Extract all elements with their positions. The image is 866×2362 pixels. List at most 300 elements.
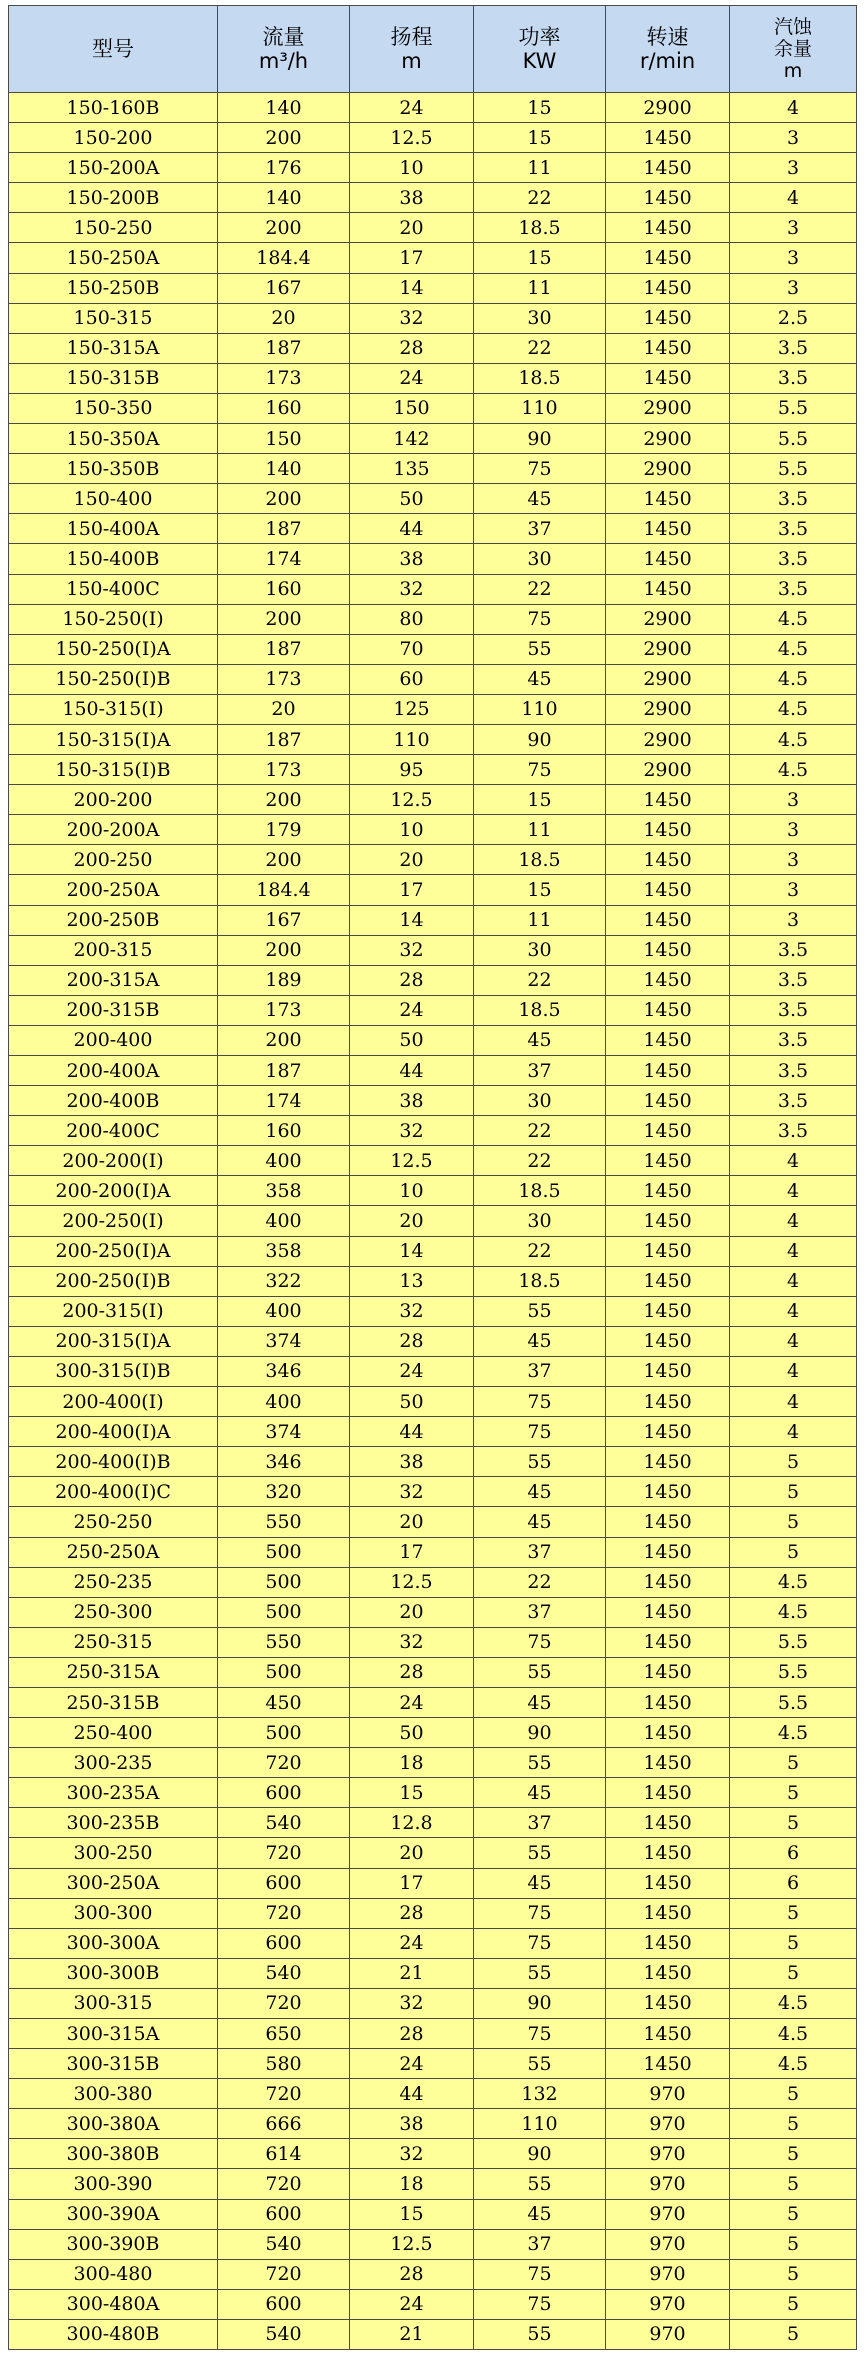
cell-npsh: 5	[730, 2259, 857, 2289]
cell-model: 200-250B	[9, 905, 218, 935]
cell-model: 200-400C	[9, 1116, 218, 1146]
cell-power: 110	[474, 694, 606, 724]
cell-model: 150-315	[9, 303, 218, 333]
cell-flow: 550	[218, 1627, 350, 1657]
cell-power: 18.5	[474, 363, 606, 393]
cell-npsh: 4	[730, 1146, 857, 1176]
cell-model: 300-300B	[9, 1958, 218, 1988]
cell-model: 200-315A	[9, 965, 218, 995]
cell-model: 200-200A	[9, 815, 218, 845]
cell-speed: 970	[606, 2199, 730, 2229]
cell-head: 32	[350, 574, 474, 604]
table-row	[9, 755, 857, 785]
cell-power: 37	[474, 1808, 606, 1838]
cell-model: 200-200	[9, 785, 218, 815]
spec-table-container	[8, 5, 856, 2350]
cell-power: 55	[474, 634, 606, 664]
cell-power: 45	[474, 1507, 606, 1537]
table-row	[9, 2319, 857, 2349]
cell-model: 150-400	[9, 484, 218, 514]
cell-npsh: 4.5	[730, 634, 857, 664]
cell-speed: 1450	[606, 1748, 730, 1778]
cell-npsh: 5.5	[730, 1657, 857, 1687]
cell-flow: 160	[218, 1116, 350, 1146]
table-row	[9, 2199, 857, 2229]
table-row	[9, 1567, 857, 1597]
cell-head: 14	[350, 273, 474, 303]
cell-speed: 1450	[606, 1086, 730, 1116]
cell-power: 75	[474, 755, 606, 785]
cell-model: 200-250(I)	[9, 1206, 218, 1236]
table-body	[9, 93, 857, 2350]
cell-head: 125	[350, 694, 474, 724]
table-row	[9, 273, 857, 303]
cell-model: 200-250A	[9, 875, 218, 905]
cell-npsh: 3.5	[730, 1116, 857, 1146]
table-row	[9, 1898, 857, 1928]
table-row	[9, 1176, 857, 1206]
cell-speed: 1450	[606, 1898, 730, 1928]
cell-head: 32	[350, 303, 474, 333]
cell-npsh: 5.5	[730, 454, 857, 484]
table-row	[9, 363, 857, 393]
cell-npsh: 5	[730, 1447, 857, 1477]
cell-head: 28	[350, 965, 474, 995]
cell-speed: 1450	[606, 1537, 730, 1567]
cell-power: 15	[474, 785, 606, 815]
cell-npsh: 4.5	[730, 1567, 857, 1597]
cell-power: 110	[474, 2109, 606, 2139]
cell-flow: 200	[218, 213, 350, 243]
cell-flow: 374	[218, 1326, 350, 1356]
cell-npsh: 5	[730, 2109, 857, 2139]
cell-power: 75	[474, 2019, 606, 2049]
cell-flow: 187	[218, 514, 350, 544]
table-row	[9, 1958, 857, 1988]
table-row	[9, 514, 857, 544]
cell-head: 50	[350, 1025, 474, 1055]
cell-model: 300-235B	[9, 1808, 218, 1838]
cell-head: 12.5	[350, 785, 474, 815]
header-speed-unit: r/min	[639, 49, 696, 73]
table-row	[9, 604, 857, 634]
cell-model: 150-160B	[9, 93, 218, 123]
cell-npsh: 4.5	[730, 604, 857, 634]
cell-speed: 1450	[606, 1657, 730, 1687]
cell-npsh: 3.5	[730, 333, 857, 363]
cell-model: 150-350A	[9, 424, 218, 454]
table-row	[9, 1477, 857, 1507]
cell-head: 50	[350, 1718, 474, 1748]
header-speed	[606, 6, 730, 93]
cell-speed: 1450	[606, 303, 730, 333]
cell-model: 250-400	[9, 1718, 218, 1748]
cell-speed: 970	[606, 2319, 730, 2349]
header-row	[9, 6, 857, 93]
cell-speed: 1450	[606, 1718, 730, 1748]
cell-flow: 600	[218, 2199, 350, 2229]
cell-head: 12.8	[350, 1808, 474, 1838]
cell-npsh: 5	[730, 1477, 857, 1507]
table-row	[9, 1657, 857, 1687]
table-row	[9, 1266, 857, 1296]
cell-flow: 173	[218, 664, 350, 694]
cell-power: 15	[474, 123, 606, 153]
cell-flow: 600	[218, 1868, 350, 1898]
cell-speed: 1450	[606, 1988, 730, 2018]
cell-model: 200-250(I)B	[9, 1266, 218, 1296]
cell-model: 200-400B	[9, 1086, 218, 1116]
table-row	[9, 1808, 857, 1838]
cell-head: 20	[350, 1206, 474, 1236]
cell-power: 30	[474, 303, 606, 333]
header-head-label: 扬程	[390, 25, 433, 49]
cell-speed: 1450	[606, 1236, 730, 1266]
cell-flow: 614	[218, 2139, 350, 2169]
cell-npsh: 5	[730, 2229, 857, 2259]
table-row	[9, 1296, 857, 1326]
table-row	[9, 1387, 857, 1417]
cell-power: 37	[474, 2229, 606, 2259]
cell-flow: 720	[218, 2079, 350, 2109]
cell-head: 32	[350, 935, 474, 965]
cell-npsh: 4	[730, 1236, 857, 1266]
cell-speed: 2900	[606, 694, 730, 724]
cell-head: 28	[350, 2019, 474, 2049]
table-row	[9, 845, 857, 875]
cell-head: 18	[350, 2169, 474, 2199]
cell-npsh: 5	[730, 2199, 857, 2229]
cell-speed: 1450	[606, 785, 730, 815]
cell-speed: 1450	[606, 1146, 730, 1176]
cell-head: 110	[350, 724, 474, 754]
cell-npsh: 5	[730, 2139, 857, 2169]
cell-model: 150-350B	[9, 454, 218, 484]
cell-npsh: 5	[730, 1778, 857, 1808]
cell-flow: 720	[218, 1838, 350, 1868]
cell-npsh: 4.5	[730, 755, 857, 785]
cell-speed: 1450	[606, 243, 730, 273]
cell-model: 300-315B	[9, 2049, 218, 2079]
cell-speed: 1450	[606, 544, 730, 574]
cell-speed: 1450	[606, 1627, 730, 1657]
cell-speed: 1450	[606, 1687, 730, 1717]
cell-flow: 500	[218, 1657, 350, 1687]
cell-model: 150-400A	[9, 514, 218, 544]
cell-head: 24	[350, 995, 474, 1025]
cell-speed: 1450	[606, 1597, 730, 1627]
cell-flow: 140	[218, 93, 350, 123]
cell-model: 300-315	[9, 1988, 218, 2018]
cell-head: 28	[350, 1657, 474, 1687]
cell-speed: 1450	[606, 1507, 730, 1537]
cell-head: 17	[350, 875, 474, 905]
cell-flow: 500	[218, 1597, 350, 1627]
cell-head: 60	[350, 664, 474, 694]
cell-head: 28	[350, 1898, 474, 1928]
cell-npsh: 6	[730, 1838, 857, 1868]
cell-npsh: 3.5	[730, 965, 857, 995]
cell-model: 200-400(I)C	[9, 1477, 218, 1507]
cell-head: 24	[350, 2049, 474, 2079]
cell-head: 135	[350, 454, 474, 484]
cell-npsh: 3.5	[730, 574, 857, 604]
cell-model: 300-300A	[9, 1928, 218, 1958]
cell-npsh: 5	[730, 1748, 857, 1778]
cell-flow: 184.4	[218, 875, 350, 905]
cell-head: 24	[350, 1356, 474, 1386]
cell-power: 11	[474, 153, 606, 183]
cell-model: 250-250	[9, 1507, 218, 1537]
cell-model: 150-200A	[9, 153, 218, 183]
header-head-unit: m	[401, 49, 422, 73]
cell-speed: 970	[606, 2169, 730, 2199]
cell-speed: 1450	[606, 845, 730, 875]
cell-npsh: 4	[730, 1387, 857, 1417]
cell-power: 45	[474, 1687, 606, 1717]
cell-head: 80	[350, 604, 474, 634]
cell-model: 150-315B	[9, 363, 218, 393]
table-row	[9, 153, 857, 183]
header-model	[9, 6, 218, 93]
cell-speed: 2900	[606, 664, 730, 694]
cell-head: 17	[350, 1868, 474, 1898]
cell-flow: 500	[218, 1718, 350, 1748]
cell-speed: 1450	[606, 1868, 730, 1898]
cell-npsh: 5	[730, 1958, 857, 1988]
cell-flow: 167	[218, 273, 350, 303]
cell-flow: 550	[218, 1507, 350, 1537]
cell-npsh: 5	[730, 2079, 857, 2109]
table-row	[9, 1748, 857, 1778]
cell-model: 300-300	[9, 1898, 218, 1928]
cell-head: 24	[350, 1928, 474, 1958]
cell-model: 200-315(I)A	[9, 1326, 218, 1356]
table-row	[9, 424, 857, 454]
cell-npsh: 3	[730, 123, 857, 153]
cell-head: 38	[350, 1086, 474, 1116]
cell-head: 24	[350, 1687, 474, 1717]
cell-speed: 1450	[606, 363, 730, 393]
cell-flow: 346	[218, 1356, 350, 1386]
cell-npsh: 2.5	[730, 303, 857, 333]
cell-flow: 174	[218, 1086, 350, 1116]
cell-power: 45	[474, 2199, 606, 2229]
table-row	[9, 2289, 857, 2319]
cell-model: 200-315	[9, 935, 218, 965]
cell-npsh: 3.5	[730, 514, 857, 544]
cell-flow: 173	[218, 995, 350, 1025]
header-flow-unit: m³/h	[258, 49, 309, 73]
cell-head: 38	[350, 2109, 474, 2139]
cell-npsh: 4	[730, 1266, 857, 1296]
table-row	[9, 2049, 857, 2079]
cell-model: 150-315(I)A	[9, 724, 218, 754]
table-row	[9, 1206, 857, 1236]
header-npsh	[730, 6, 857, 93]
cell-speed: 1450	[606, 1356, 730, 1386]
cell-model: 200-400	[9, 1025, 218, 1055]
cell-npsh: 3	[730, 153, 857, 183]
cell-power: 11	[474, 905, 606, 935]
cell-head: 12.5	[350, 1567, 474, 1597]
cell-model: 200-315B	[9, 995, 218, 1025]
cell-flow: 184.4	[218, 243, 350, 273]
table-row	[9, 333, 857, 363]
cell-model: 250-315B	[9, 1687, 218, 1717]
cell-head: 28	[350, 1326, 474, 1356]
cell-flow: 450	[218, 1687, 350, 1717]
cell-head: 150	[350, 393, 474, 423]
cell-flow: 374	[218, 1417, 350, 1447]
cell-flow: 720	[218, 1988, 350, 2018]
cell-flow: 500	[218, 1537, 350, 1567]
table-row	[9, 1447, 857, 1477]
cell-power: 45	[474, 1326, 606, 1356]
cell-model: 300-390B	[9, 2229, 218, 2259]
cell-npsh: 3.5	[730, 484, 857, 514]
cell-power: 55	[474, 1958, 606, 1988]
cell-flow: 173	[218, 363, 350, 393]
cell-flow: 500	[218, 1567, 350, 1597]
table-row	[9, 724, 857, 754]
table-row	[9, 454, 857, 484]
cell-head: 24	[350, 93, 474, 123]
cell-speed: 2900	[606, 454, 730, 484]
cell-flow: 540	[218, 2229, 350, 2259]
cell-power: 22	[474, 574, 606, 604]
cell-power: 75	[474, 1928, 606, 1958]
cell-model: 300-235A	[9, 1778, 218, 1808]
table-row	[9, 183, 857, 213]
cell-npsh: 3	[730, 243, 857, 273]
cell-npsh: 3	[730, 815, 857, 845]
cell-head: 32	[350, 1116, 474, 1146]
table-row	[9, 303, 857, 333]
cell-head: 20	[350, 1597, 474, 1627]
table-row	[9, 965, 857, 995]
cell-power: 55	[474, 1296, 606, 1326]
cell-npsh: 4	[730, 1296, 857, 1326]
cell-flow: 720	[218, 1898, 350, 1928]
cell-model: 300-250A	[9, 1868, 218, 1898]
cell-power: 45	[474, 1778, 606, 1808]
table-row	[9, 1627, 857, 1657]
cell-npsh: 5	[730, 1537, 857, 1567]
cell-model: 200-400(I)B	[9, 1447, 218, 1477]
cell-npsh: 4.5	[730, 1988, 857, 2018]
table-row	[9, 1988, 857, 2018]
cell-npsh: 4	[730, 183, 857, 213]
cell-npsh: 5	[730, 1507, 857, 1537]
cell-speed: 1450	[606, 333, 730, 363]
cell-speed: 1450	[606, 1266, 730, 1296]
cell-flow: 167	[218, 905, 350, 935]
cell-model: 150-250A	[9, 243, 218, 273]
table-row	[9, 905, 857, 935]
cell-npsh: 5	[730, 2319, 857, 2349]
cell-flow: 540	[218, 1808, 350, 1838]
table-row	[9, 2259, 857, 2289]
cell-power: 11	[474, 815, 606, 845]
cell-head: 44	[350, 514, 474, 544]
cell-power: 75	[474, 2289, 606, 2319]
header-npsh-label-1: 汽蚀	[773, 16, 812, 38]
cell-model: 250-315	[9, 1627, 218, 1657]
table-row	[9, 875, 857, 905]
cell-flow: 346	[218, 1447, 350, 1477]
cell-npsh: 5	[730, 2169, 857, 2199]
table-row	[9, 1146, 857, 1176]
cell-model: 300-480A	[9, 2289, 218, 2319]
cell-power: 18.5	[474, 995, 606, 1025]
cell-flow: 400	[218, 1387, 350, 1417]
cell-head: 12.5	[350, 1146, 474, 1176]
cell-speed: 1450	[606, 935, 730, 965]
cell-model: 200-250	[9, 845, 218, 875]
header-power-unit: KW	[522, 49, 557, 73]
cell-flow: 358	[218, 1236, 350, 1266]
table-row	[9, 664, 857, 694]
cell-model: 150-315A	[9, 333, 218, 363]
cell-power: 22	[474, 1146, 606, 1176]
cell-speed: 1450	[606, 484, 730, 514]
cell-model: 150-315(I)	[9, 694, 218, 724]
table-row	[9, 2229, 857, 2259]
cell-head: 17	[350, 1537, 474, 1567]
cell-speed: 1450	[606, 995, 730, 1025]
cell-power: 45	[474, 1025, 606, 1055]
cell-model: 300-380	[9, 2079, 218, 2109]
cell-power: 22	[474, 333, 606, 363]
cell-npsh: 4.5	[730, 664, 857, 694]
cell-power: 90	[474, 1718, 606, 1748]
cell-head: 15	[350, 1778, 474, 1808]
table-row	[9, 544, 857, 574]
table-row	[9, 1537, 857, 1567]
cell-flow: 200	[218, 604, 350, 634]
cell-head: 12.5	[350, 2229, 474, 2259]
cell-flow: 160	[218, 574, 350, 604]
table-row	[9, 93, 857, 123]
cell-flow: 187	[218, 724, 350, 754]
table-row	[9, 2109, 857, 2139]
cell-speed: 1450	[606, 1025, 730, 1055]
cell-flow: 140	[218, 454, 350, 484]
cell-power: 22	[474, 1567, 606, 1597]
cell-head: 24	[350, 2289, 474, 2319]
cell-head: 20	[350, 1838, 474, 1868]
cell-head: 142	[350, 424, 474, 454]
cell-flow: 320	[218, 1477, 350, 1507]
cell-power: 37	[474, 1537, 606, 1567]
table-row	[9, 1086, 857, 1116]
cell-model: 150-315(I)B	[9, 755, 218, 785]
cell-flow: 540	[218, 1958, 350, 1988]
table-row	[9, 1778, 857, 1808]
cell-npsh: 4.5	[730, 1718, 857, 1748]
cell-speed: 1450	[606, 514, 730, 544]
cell-model: 200-200(I)	[9, 1146, 218, 1176]
cell-power: 37	[474, 1056, 606, 1086]
table-row	[9, 995, 857, 1025]
table-row	[9, 123, 857, 153]
cell-model: 300-250	[9, 1838, 218, 1868]
cell-head: 38	[350, 183, 474, 213]
table-row	[9, 1356, 857, 1386]
cell-npsh: 6	[730, 1868, 857, 1898]
table-row	[9, 1687, 857, 1717]
